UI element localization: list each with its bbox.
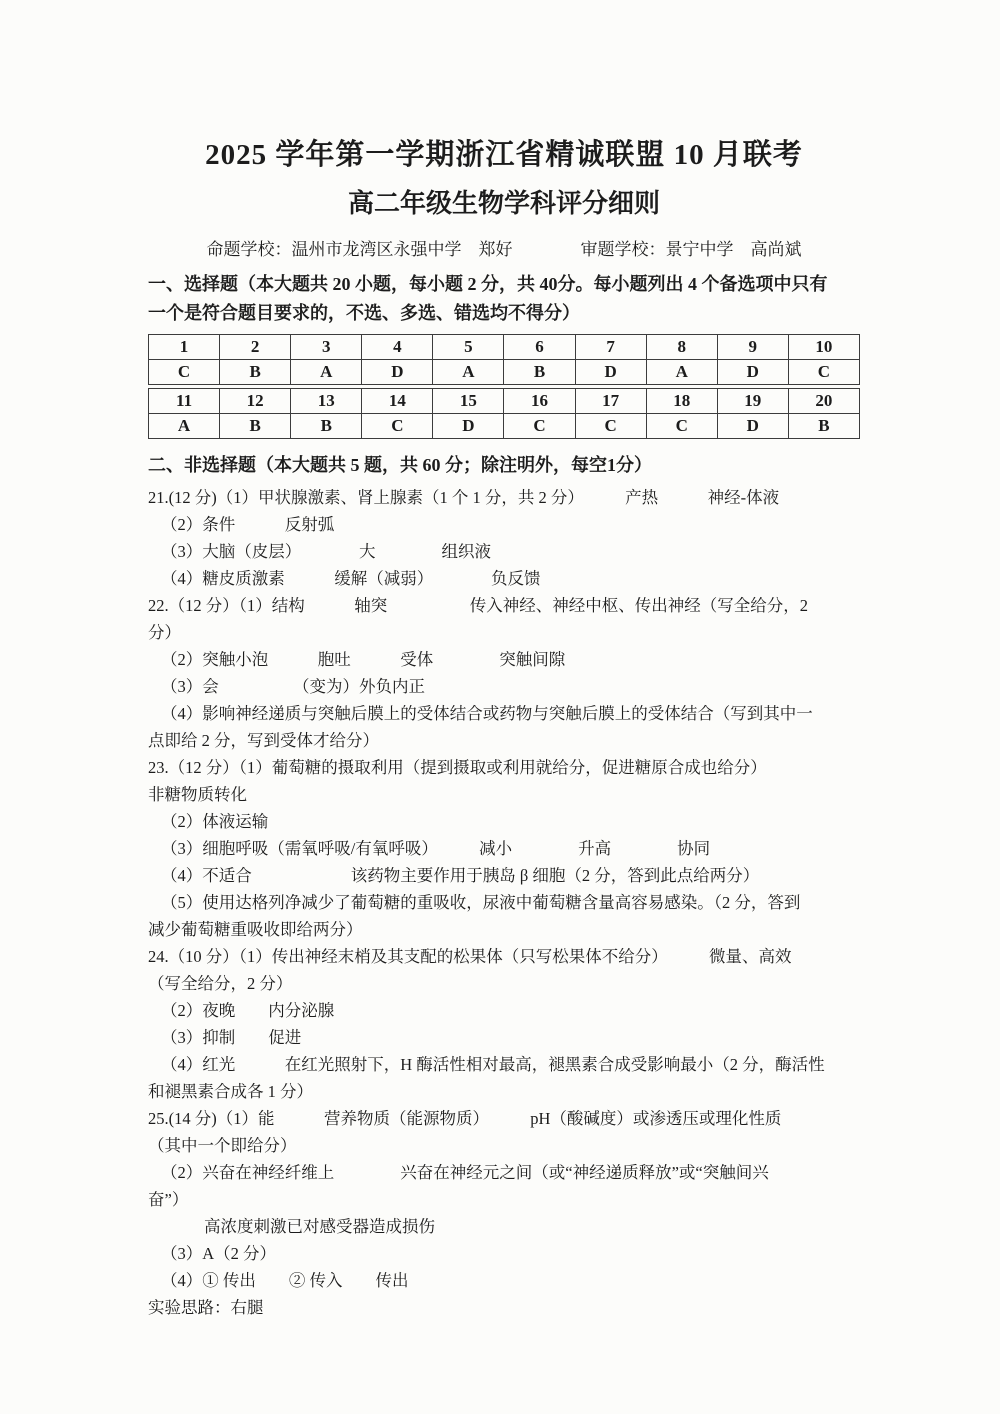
answer-cell: 16	[504, 389, 575, 414]
answer-line: （2）突触小泡 胞吐 受体 突触间隙	[161, 650, 566, 669]
section1-heading-line: 一、选择题（本大题共 20 小题，每小题 2 分，共 40分。每小题列出 4 个备选项中只有	[148, 274, 828, 294]
answer-cell: D	[717, 360, 788, 385]
answer-line: （4）不适合 该药物主要作用于胰岛 β 细胞（2 分，答到此点给两分）	[161, 866, 760, 885]
answer-cell: 6	[504, 335, 575, 360]
choice-answer-table-top	[148, 334, 860, 385]
answer-line: 实验思路：右腿	[148, 1298, 264, 1317]
answer-line: 减少葡萄糖重吸收即给两分）	[148, 920, 363, 939]
table-row	[149, 360, 860, 385]
answer-cell: D	[362, 360, 433, 385]
answer-cell: 2	[220, 335, 291, 360]
answer-cell: 18	[646, 389, 717, 414]
answer-line: （3）大脑（皮层） 大 组织液	[161, 542, 491, 561]
section2-heading: 二、非选择题（本大题共 5 题，共 60 分；除注明外，每空1分）	[148, 455, 652, 475]
answer-line: 25.(14 分)（1）能 营养物质（能源物质） pH（酸碱度）或渗透压或理化性质	[148, 1109, 782, 1128]
answer-line: （5）使用达格列净减少了葡萄糖的重吸收，尿液中葡萄糖含量高容易感染。（2 分，答到	[161, 893, 801, 912]
answer-line: （4）① 传出 ② 传入 传出	[161, 1271, 409, 1290]
answer-line: （2）体液运输	[161, 812, 269, 831]
answer-cell: A	[291, 360, 362, 385]
answer-line: （3）细胞呼吸（需氧呼吸/有氧呼吸） 减小 升高 协同	[161, 839, 711, 858]
answer-line: （3）A（2 分）	[161, 1244, 277, 1263]
answer-cell: 8	[646, 335, 717, 360]
answer-line: （4）糖皮质激素 缓解（减弱） 负反馈	[161, 569, 541, 588]
answer-cell: B	[291, 414, 362, 439]
answer-cell: 12	[220, 389, 291, 414]
answer-line: （其中一个即给分）	[148, 1136, 297, 1155]
answer-cell: B	[504, 360, 575, 385]
answer-cell: B	[788, 414, 859, 439]
answer-cell: C	[149, 360, 220, 385]
answer-cell: D	[717, 414, 788, 439]
answer-cell: 19	[717, 389, 788, 414]
answer-cell: 4	[362, 335, 433, 360]
section1-heading	[148, 270, 860, 327]
section1-heading-line: 一个是符合题目要求的，不选、多选、错选均不得分）	[148, 302, 580, 323]
table-row	[149, 414, 860, 439]
answer-cell: 3	[291, 335, 362, 360]
answer-cell: D	[433, 414, 504, 439]
answer-line: 24.（10 分）（1）传出神经末梢及其支配的松果体（只写松果体不给分） 微量、高效	[148, 947, 792, 966]
answer-cell: D	[575, 360, 646, 385]
answer-line: 点即给 2 分，写到受体才给分）	[148, 731, 379, 750]
byline: 命题学校：温州市龙湾区永强中学 郑好 审题学校：景宁中学 高尚斌	[206, 240, 802, 259]
section2-answers	[148, 484, 860, 1321]
answer-cell: 17	[575, 389, 646, 414]
answer-cell: 13	[291, 389, 362, 414]
answer-cell: 1	[149, 335, 220, 360]
answer-line: （写全给分，2 分）	[148, 974, 293, 993]
answer-line: （2）条件 反射弧	[161, 515, 335, 534]
answer-cell: A	[149, 414, 220, 439]
answer-cell: C	[646, 414, 717, 439]
answer-cell: A	[433, 360, 504, 385]
answer-line: 高浓度刺激已对感受器造成损伤	[204, 1217, 435, 1236]
answer-line: （4）影响神经递质与突触后膜上的受体结合或药物与突触后膜上的受体结合（写到其中一	[161, 704, 813, 723]
answer-cell: C	[575, 414, 646, 439]
answer-cell: C	[788, 360, 859, 385]
choice-answer-table-bottom	[148, 388, 860, 439]
answer-line: 和褪黑素合成各 1 分）	[148, 1082, 313, 1101]
answer-cell: 5	[433, 335, 504, 360]
answer-cell: C	[504, 414, 575, 439]
answer-cell: C	[362, 414, 433, 439]
answer-line: 22.（12 分）（1）结构 轴突 传入神经、神经中枢、传出神经（写全给分，2	[148, 596, 808, 615]
answer-line: 奋”）	[148, 1190, 189, 1209]
answer-cell: B	[220, 360, 291, 385]
answer-line: （3）会 （变为）外负内正	[161, 677, 425, 696]
answer-line: （3）抑制 促进	[161, 1028, 302, 1047]
answer-line: 23.（12 分）（1）葡萄糖的摄取利用（提到摄取或利用就给分，促进糖原合成也给分）	[148, 758, 767, 777]
answer-cell: 20	[788, 389, 859, 414]
answer-line: 21.(12 分)（1）甲状腺激素、肾上腺素（1 个 1 分，共 2 分） 产热 神经-体液	[148, 488, 780, 507]
page-title: 2025 学年第一学期浙江省精诚联盟 10 月联考	[205, 139, 803, 171]
answer-cell: 15	[433, 389, 504, 414]
answer-cell: 11	[149, 389, 220, 414]
answer-cell: 7	[575, 335, 646, 360]
answer-cell: 9	[717, 335, 788, 360]
answer-line: （4）红光 在红光照射下，H 酶活性相对最高，褪黑素合成受影响最小（2 分，酶活性	[161, 1055, 825, 1074]
answer-cell: 10	[788, 335, 859, 360]
page-subtitle: 高二年级生物学科评分细则	[347, 189, 660, 218]
table-row	[149, 335, 860, 360]
answer-cell: A	[646, 360, 717, 385]
choice-answer-tables	[148, 334, 860, 439]
answer-cell: B	[220, 414, 291, 439]
answer-line: （2）兴奋在神经纤维上 兴奋在神经元之间（或“神经递质释放”或“突触间兴	[161, 1163, 769, 1182]
answer-line: 分）	[148, 623, 181, 642]
answer-line: （2）夜晚 内分泌腺	[161, 1001, 335, 1020]
table-row	[149, 389, 860, 414]
answer-line: 非糖物质转化	[148, 785, 247, 804]
answer-cell: 14	[362, 389, 433, 414]
